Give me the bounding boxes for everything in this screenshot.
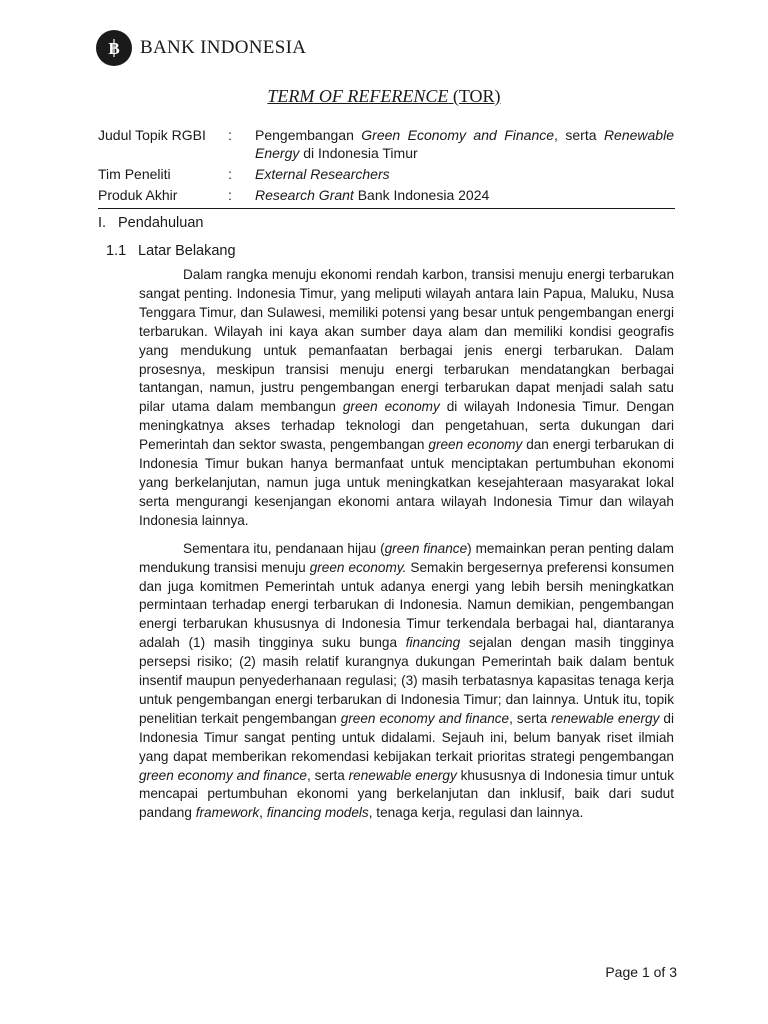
- subsection-heading: [106, 243, 236, 259]
- subsection-number: 1.1: [106, 243, 127, 259]
- section-title: Pendahuluan: [118, 215, 204, 231]
- meta-row-team: [98, 165, 674, 183]
- meta-colon: :: [228, 127, 232, 143]
- document-title: [0, 86, 768, 107]
- meta-colon: :: [228, 187, 232, 203]
- bank-indonesia-logo: [96, 30, 306, 66]
- meta-label-team: Tim Peneliti: [98, 166, 171, 182]
- meta-value-team: External Researchers: [255, 166, 390, 182]
- page-number: Page 1 of 3: [605, 964, 677, 980]
- meta-table: [98, 126, 674, 207]
- title-italic: TERM OF REFERENCE: [267, 86, 449, 106]
- meta-value-topic: Pengembangan Green Economy and Finance, serta Renewable Energy di Indonesia Timur: [255, 127, 674, 161]
- paragraph-2: Sementara itu, pendanaan hijau (green finance) memainkan peran penting dalam mendukung transisi menuju green economy. Semakin bergesernya preferensi konsumen dan juga komitmen Pemerintah untuk adanya energi yang lebih bersih meningkatkan permintaan terhadap energi terbarukan di Indonesia. Namun demikian, pengembangan energi terbarukan khususnya di Indonesia Timur terkendala berbagai hal, diantaranya adalah (1) masih tingginya suku bunga financing sejalan dengan masih tingginya persepsi risiko; (2) masih relatif kurangnya dukungan Pemerintah baik dalam bentuk insentif maupun penyederhanaan regulasi; (3) masih terbatasnya kapasitas tenaga kerja untuk pengembangan energi terbarukan di Indonesia Timur; dan lainnya. Untuk itu, topik penelitian terkait pengembangan green economy and finance, serta renewable energy di Indonesia Timur sangat penting untuk didalami. Sejauh ini, belum banyak riset ilmiah yang dapat memberikan rekomendasi kebijakan terkait prioritas strategi pengembangan green economy and finance, serta renewable energy khususnya di Indonesia timur untuk mencapai pertumbuhan ekonomi yang berkelanjutan dan inklusif, baik dari sudut pandang framework, financing models, tenaga kerja, regulasi dan lainnya.: [139, 540, 675, 821]
- meta-row-topic: [98, 126, 674, 162]
- meta-label-product: Produk Akhir: [98, 187, 178, 203]
- meta-colon: :: [228, 166, 232, 182]
- title-suffix: (TOR): [448, 86, 501, 106]
- subsection-title: Latar Belakang: [138, 243, 236, 259]
- bi-emblem-icon: [96, 30, 132, 66]
- section-number: I.: [98, 215, 107, 231]
- body-text: [139, 266, 674, 832]
- section-heading: [98, 215, 203, 231]
- svg-text:B: B: [108, 39, 120, 58]
- meta-value-product: Research Grant Bank Indonesia 2024: [255, 187, 490, 203]
- meta-row-product: [98, 186, 674, 204]
- header-divider: [98, 208, 675, 209]
- meta-label-topic: Judul Topik RGBI: [98, 127, 206, 143]
- logo-text: BANK INDONESIA: [140, 37, 307, 58]
- paragraph-1: Dalam rangka menuju ekonomi rendah karbon, transisi menuju energi terbarukan sangat penting. Indonesia Timur, yang meliputi wilayah antara lain Papua, Maluku, Nusa Tenggara Timur, dan Sulawesi, memiliki potensi yang besar untuk pengembangan energi terbarukan. Wilayah ini kaya akan sumber daya alam dan memiliki kondisi geografis yang mendukung untuk pemanfaatan berbagai jenis energi terbarukan. Dalam prosesnya, meskipun transisi menuju energi terbarukan mendatangkan berbagai tantangan, namun, justru pengembangan energi terbarukan dapat menjadi salah satu pilar utama dalam membangun green economy di wilayah Indonesia Timur. Dengan meningkatnya akses terhadap teknologi dan pengetahuan, serta dukungan dari Pemerintah dan sektor swasta, pengembangan green economy dan energi terbarukan di Indonesia Timur bukan hanya bermanfaat untuk menciptakan pertumbuhan ekonomi yang berkelanjutan, namun juga untuk meningkatkan kesejahteraan masyarakat lokal serta mengurangi kesenjangan ekonomi antara wilayah Indonesia Timur dan wilayah Indonesia lainnya.: [139, 267, 675, 528]
